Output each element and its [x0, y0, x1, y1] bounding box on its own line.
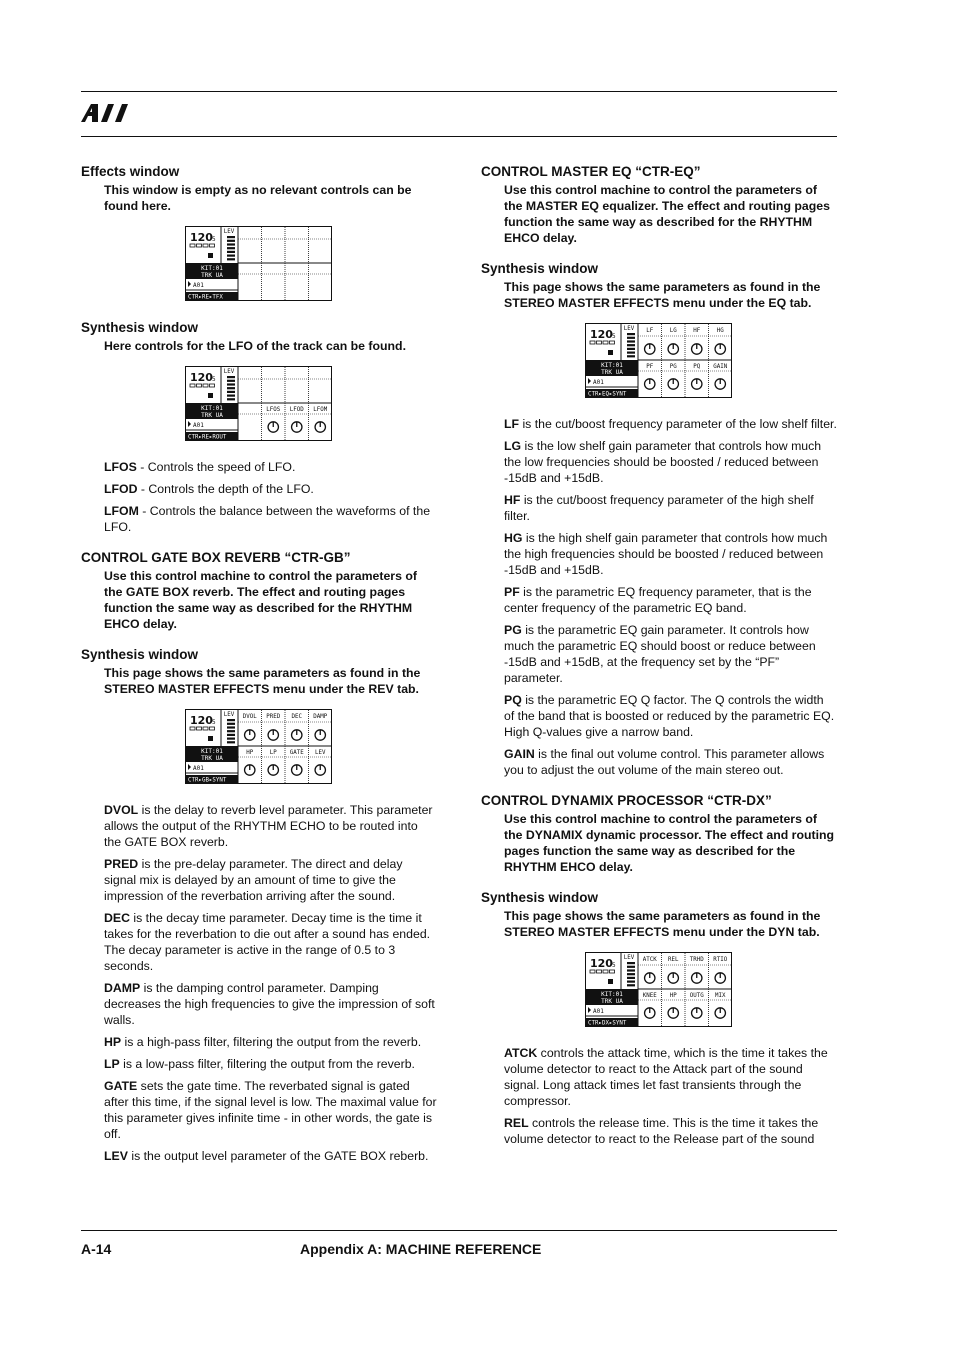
param-term: LF	[504, 417, 520, 431]
knob-icon	[268, 730, 278, 741]
knob-icon	[645, 1008, 655, 1019]
param-desc-text: - Controls the speed of LFO.	[136, 460, 296, 474]
pattern-label: A01	[593, 379, 604, 386]
knob-icon	[292, 422, 302, 433]
param-desc-text: is the parametric EQ Q factor. The Q controls the width of the band that is boosted or reduced by the parametric EQ. High Q-values give a narrow band.	[504, 693, 835, 739]
ctr-eq-text: Use this control machine to control the parameters of the MASTER EQ equalizer. The effect and routing pages function the same way as described for the RHYTHM EHCO delay.	[504, 183, 830, 245]
param-label: DVOL	[242, 714, 257, 720]
knob-icon	[692, 973, 702, 984]
param-description	[504, 1045, 837, 1109]
level-meter-bar	[627, 981, 635, 983]
param-description	[504, 438, 837, 486]
screen-dynamix	[585, 952, 732, 1027]
level-meter-bar	[227, 255, 235, 257]
page-path-label: CTR▸RE▸ROUT	[188, 434, 227, 441]
page-path-label: CTR▸RE▸TFX	[188, 294, 223, 301]
stop-icon	[208, 736, 213, 741]
knob-icon	[292, 730, 302, 741]
param-description	[504, 584, 837, 616]
param-label: LP	[269, 750, 277, 756]
level-meter-bar	[227, 391, 235, 393]
knob-icon	[668, 973, 678, 984]
level-meter-bar	[627, 337, 635, 339]
param-label: GATE	[289, 750, 304, 756]
param-label: HG	[716, 328, 724, 334]
level-meter-bar	[227, 236, 235, 238]
param-description	[504, 622, 837, 686]
param-label: HP	[669, 993, 677, 999]
knob-icon	[668, 1008, 678, 1019]
param-term: DAMP	[104, 981, 141, 995]
param-label: PRED	[266, 714, 281, 720]
pattern-label: A01	[593, 1008, 604, 1015]
track-label: TRK UA	[201, 272, 223, 279]
stop-icon	[208, 393, 213, 398]
knob-icon	[315, 422, 325, 433]
track-label: TRK UA	[201, 412, 223, 419]
param-description	[504, 416, 837, 432]
param-desc-text: is a high-pass filter, filtering the output from the reverb.	[121, 1035, 422, 1049]
param-desc-text: is the low shelf gain parameter that controls how much the low frequencies should be boosted / reduced between -15dB and +15dB.	[504, 439, 822, 485]
screen-effects	[185, 226, 332, 301]
param-description	[104, 459, 437, 475]
param-label: PQ	[693, 364, 701, 370]
param-label: RTIO	[713, 957, 728, 963]
knob-icon	[715, 344, 725, 355]
tempo-fraction: 5	[212, 376, 216, 383]
footer-section-title: Appendix A: MACHINE REFERENCE	[300, 1241, 542, 1257]
level-meter-bar	[227, 247, 235, 249]
param-desc-text: is the delay to reverb level parameter. This parameter allows the output of the RHYTHM ECHO to be routed into the GATE BOX reverb.	[104, 803, 433, 849]
param-label: LF	[646, 328, 654, 334]
ctr-eq-heading: CONTROL MASTER EQ “CTR-EQ”	[481, 164, 701, 179]
synthesis-window-text: Here controls for the LFO of the track can be found.	[104, 339, 406, 353]
level-meter-bar	[627, 348, 635, 350]
level-meter-bar	[227, 734, 235, 736]
header-rule-top	[81, 91, 837, 92]
page-path-label: CTR▸EQ▸SYNT	[588, 391, 627, 398]
knob-icon	[268, 765, 278, 776]
param-desc-text: - Controls the balance between the waveforms of the LFO.	[104, 504, 431, 534]
knob-icon	[292, 765, 302, 776]
param-description	[504, 1115, 837, 1147]
knob-icon	[715, 379, 725, 390]
param-description	[104, 980, 437, 1028]
param-desc-text: is the final out volume control. This parameter allows you to adjust the out volume of the main stereo out.	[504, 747, 825, 777]
level-meter-bar	[227, 723, 235, 725]
param-label: LG	[669, 328, 677, 334]
tempo-fraction: 5	[612, 962, 616, 969]
track-label: TRK UA	[201, 755, 223, 762]
param-desc-text: is the parametric EQ gain parameter. It controls how much the parametric EQ should boost or reduce between -15dB and +15dB, at the frequency set by the “PF” parameter.	[504, 623, 816, 685]
param-term: LFOD	[104, 482, 138, 496]
level-meter-bar	[227, 726, 235, 728]
level-meter-bar	[227, 398, 235, 400]
gb-param-list	[81, 802, 437, 1164]
param-label: TRHD	[689, 957, 704, 963]
param-label: PF	[646, 364, 654, 370]
param-term: REL	[504, 1116, 529, 1130]
level-meter-bar	[627, 977, 635, 979]
kit-label: KIT:01	[201, 265, 223, 272]
knob-icon	[245, 730, 255, 741]
level-meter-bar	[227, 383, 235, 385]
synthesis-window-heading: Synthesis window	[81, 320, 199, 335]
param-desc-text: is the cut/boost frequency parameter of the low shelf filter.	[519, 417, 837, 431]
right-column	[481, 163, 837, 1153]
param-description	[504, 492, 837, 524]
tempo-readout: 120	[190, 371, 213, 384]
knob-icon	[268, 422, 278, 433]
knob-icon	[668, 379, 678, 390]
param-term: DVOL	[104, 803, 139, 817]
param-description	[104, 1034, 437, 1050]
param-desc-text: is the output level parameter of the GATE BOX reberb.	[127, 1149, 429, 1163]
param-term: LEV	[104, 1149, 128, 1163]
ctr-dx-heading: CONTROL DYNAMIX PROCESSOR “CTR-DX”	[481, 793, 772, 808]
param-label: LFOD	[289, 407, 304, 413]
param-label: ATCK	[642, 957, 657, 963]
param-description	[504, 530, 837, 578]
knob-icon	[645, 973, 655, 984]
synthesis-window-text: This page shows the same parameters as found in the STEREO MASTER EFFECTS menu under the REV tab.	[104, 666, 421, 696]
level-meter-bar	[227, 240, 235, 242]
tempo-readout: 120	[590, 328, 613, 341]
param-description	[504, 746, 837, 778]
eq-param-list	[481, 416, 837, 778]
lev-label: LEV	[223, 712, 235, 718]
knob-icon	[668, 344, 678, 355]
ctr-gb-heading: CONTROL GATE BOX REVERB “CTR-GB”	[81, 550, 351, 565]
track-label: TRK UA	[601, 369, 623, 376]
tempo-readout: 120	[190, 231, 213, 244]
header-rule-bottom	[81, 136, 837, 137]
lev-label: LEV	[223, 369, 235, 375]
synthesis-window-heading: Synthesis window	[81, 647, 199, 662]
param-label: REL	[668, 957, 679, 963]
footer-rule	[81, 1230, 837, 1231]
param-description	[104, 481, 437, 497]
param-label: GAIN	[713, 364, 728, 370]
tempo-fraction: 5	[612, 333, 616, 340]
param-term: LP	[104, 1057, 120, 1071]
param-label: DEC	[291, 714, 302, 720]
param-desc-text: is the decay time parameter. Decay time is the time it takes for the reverbation to die out after a sound has ended. The decay parameter is active in the range of 0.5 to 3 seconds.	[104, 911, 431, 973]
page-path-label: CTR▸GB▸SYNT	[188, 777, 227, 784]
kit-label: KIT:01	[601, 991, 623, 998]
kit-label: KIT:01	[201, 405, 223, 412]
lev-label: LEV	[623, 326, 635, 332]
level-meter-bar	[627, 962, 635, 964]
effects-window-heading: Effects window	[81, 164, 180, 179]
param-desc-text: - Controls the depth of the LFO.	[137, 482, 314, 496]
param-desc-text: is the high shelf gain parameter that controls how much the high frequencies should be boosted / reduced between -15dB and +15dB.	[504, 531, 828, 577]
knob-icon	[645, 379, 655, 390]
level-meter-bar	[227, 387, 235, 389]
page-number: A-14	[81, 1241, 112, 1257]
param-desc-text: is the damping control parameter. Damping decreases the high frequencies to give the impression of soft walls.	[104, 981, 435, 1027]
param-label: KNEE	[642, 993, 657, 999]
knob-icon	[645, 344, 655, 355]
param-desc-text: is the pre-delay parameter. The direct and delay signal mix is delayed by an amount of time to give the impression of the reverbation arriving after the sound.	[104, 857, 403, 903]
param-term: HG	[504, 531, 523, 545]
knob-icon	[715, 1008, 725, 1019]
level-meter-bar	[227, 251, 235, 253]
param-label: HF	[693, 328, 701, 334]
lev-label: LEV	[623, 955, 635, 961]
level-meter-bar	[627, 355, 635, 357]
param-term: GAIN	[504, 747, 535, 761]
pattern-label: A01	[193, 765, 204, 772]
level-meter-bar	[227, 376, 235, 378]
param-label: LFOS	[266, 407, 281, 413]
effects-window-text: This window is empty as no relevant controls can be found here.	[104, 183, 412, 213]
level-meter-bar	[227, 741, 235, 743]
param-desc-text: sets the gate time. The reverbated signal is gated after this time, if the signal level is low. The maximal value for this parameter gives infinite time - in other words, the gate is off.	[104, 1079, 437, 1141]
kit-label: KIT:01	[601, 362, 623, 369]
param-label: DAMP	[313, 714, 328, 720]
lfo-param-list	[81, 459, 437, 535]
level-meter-bar	[627, 973, 635, 975]
stop-icon	[608, 979, 613, 984]
param-desc-text: controls the release time. This is the time it takes the volume detector to react to the Release part of the sound	[504, 1116, 819, 1146]
synthesis-window-text: This page shows the same parameters as found in the STEREO MASTER EFFECTS menu under the EQ tab.	[504, 280, 821, 310]
tempo-readout: 120	[190, 714, 213, 727]
knob-icon	[315, 765, 325, 776]
level-meter-bar	[627, 340, 635, 342]
level-meter-bar	[627, 333, 635, 335]
param-description	[104, 1148, 437, 1164]
param-term: HP	[104, 1035, 122, 1049]
param-term: LFOM	[104, 504, 139, 518]
param-description	[104, 910, 437, 974]
screen-lfo	[185, 366, 332, 441]
knob-icon	[715, 973, 725, 984]
param-label: MIX	[715, 993, 726, 999]
knob-icon	[315, 730, 325, 741]
param-label: OUTG	[689, 993, 704, 999]
stop-icon	[608, 350, 613, 355]
param-term: LFOS	[104, 460, 137, 474]
pattern-label: A01	[193, 282, 204, 289]
knob-icon	[692, 1008, 702, 1019]
synthesis-window-text: This page shows the same parameters as found in the STEREO MASTER EFFECTS menu under the DYN tab.	[504, 909, 821, 939]
level-meter-bar	[627, 969, 635, 971]
left-column	[81, 163, 437, 1170]
param-description	[104, 856, 437, 904]
param-term: PQ	[504, 693, 522, 707]
param-term: GATE	[104, 1079, 138, 1093]
track-label: TRK UA	[601, 998, 623, 1005]
param-desc-text: is the parametric EQ frequency parameter, that is the center frequency of the parametric EQ band.	[504, 585, 812, 615]
knob-icon	[245, 765, 255, 776]
param-description	[104, 802, 437, 850]
param-desc-text: is a low-pass filter, filtering the output from the reverb.	[119, 1057, 415, 1071]
stop-icon	[208, 253, 213, 258]
screen-master-eq	[585, 323, 732, 398]
param-desc-text: is the cut/boost frequency parameter of the high shelf filter.	[504, 493, 814, 523]
param-term: LG	[504, 439, 522, 453]
synthesis-window-heading: Synthesis window	[481, 261, 599, 276]
param-term: DEC	[104, 911, 130, 925]
param-term: ATCK	[504, 1046, 538, 1060]
tempo-fraction: 5	[212, 236, 216, 243]
screen-gate-box	[185, 709, 332, 784]
elektron-logo	[81, 103, 129, 123]
param-description	[504, 692, 837, 740]
level-meter-bar	[227, 243, 235, 245]
param-term: PG	[504, 623, 522, 637]
dx-param-list	[481, 1045, 837, 1147]
param-label: HP	[246, 750, 254, 756]
param-term: PRED	[104, 857, 139, 871]
param-term: PF	[504, 585, 520, 599]
param-label: LEV	[315, 750, 326, 756]
ctr-dx-text: Use this control machine to control the parameters of the DYNAMIX dynamic processor. The effect and routing pages function the same way as described for the RHYTHM EHCO delay.	[504, 812, 835, 874]
knob-icon	[692, 344, 702, 355]
level-meter-bar	[227, 719, 235, 721]
level-meter-bar	[227, 258, 235, 260]
ctr-gb-text: Use this control machine to control the parameters of the GATE BOX reverb. The effect and routing pages function the same way as described for the RHYTHM EHCO delay.	[104, 569, 417, 631]
param-description	[104, 1056, 437, 1072]
param-description	[104, 1078, 437, 1142]
level-meter-bar	[227, 738, 235, 740]
param-desc-text: controls the attack time, which is the time it takes the volume detector to react to the Attack part of the sound signal. Long attack times let fast transients through the compressor.	[504, 1046, 828, 1108]
level-meter-bar	[227, 730, 235, 732]
param-description	[104, 503, 437, 535]
level-meter-bar	[627, 352, 635, 354]
param-term: HF	[504, 493, 521, 507]
param-label: PG	[669, 364, 677, 370]
tempo-readout: 120	[590, 957, 613, 970]
param-label: LFOM	[313, 407, 328, 413]
synthesis-window-heading: Synthesis window	[481, 890, 599, 905]
page-path-label: CTR▸DX▸SYNT	[588, 1020, 627, 1027]
knob-icon	[692, 379, 702, 390]
level-meter-bar	[227, 380, 235, 382]
level-meter-bar	[627, 984, 635, 986]
lev-label: LEV	[223, 229, 235, 235]
kit-label: KIT:01	[201, 748, 223, 755]
pattern-label: A01	[193, 422, 204, 429]
level-meter-bar	[227, 395, 235, 397]
level-meter-bar	[627, 966, 635, 968]
level-meter-bar	[627, 344, 635, 346]
tempo-fraction: 5	[212, 719, 216, 726]
